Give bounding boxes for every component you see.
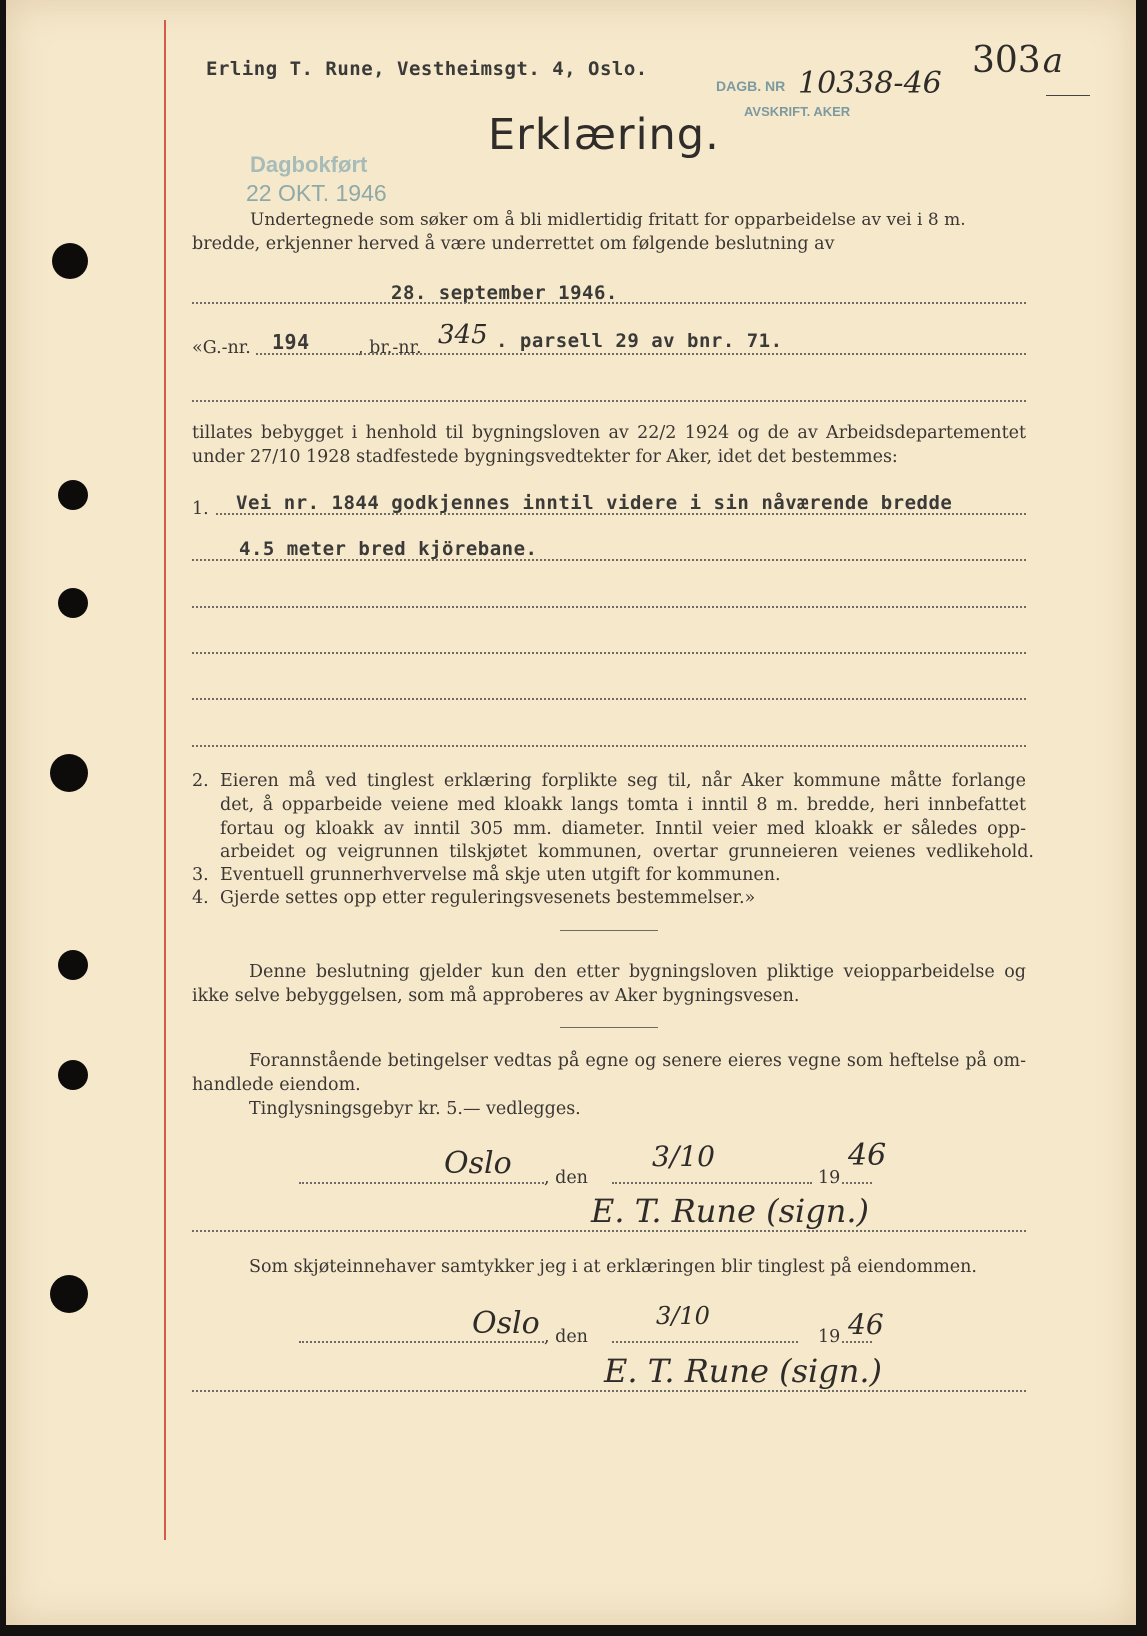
dotted-line <box>192 400 1026 402</box>
condition-4-number: 4. <box>192 888 209 908</box>
separator-rule <box>560 930 658 931</box>
note-1-line-1: Denne beslutning gjelder kun den etter bygningsloven pliktige veiopparbeidelse og <box>249 962 1026 982</box>
note-2-line-1: Forannstående betingelser vedtas på egne og senere eieres vegne som heftelse på om- <box>249 1051 1026 1071</box>
punch-hole <box>58 480 88 510</box>
condition-2-line-3: fortau og kloakk av inntil 305 mm. diameter. Inntil veier med kloakk er således opp- <box>220 819 1026 839</box>
parsell-text: . parsell 29 av bnr. 71. <box>496 330 783 352</box>
dotted-line <box>192 652 1026 654</box>
signature-2-year-prefix: 19 <box>818 1327 841 1347</box>
dotted-line <box>612 1341 798 1343</box>
margin-line <box>164 20 166 1540</box>
signature-2-date: 3/10 <box>656 1302 710 1330</box>
dagbokfort-stamp-label: Dagbokført <box>250 152 368 177</box>
note-2-line-2: handlede eiendom. <box>192 1075 361 1095</box>
dotted-line <box>192 302 1026 304</box>
punch-hole <box>50 1275 88 1313</box>
decision-date: 28. september 1946. <box>391 282 618 304</box>
consent-text: Som skjøteinnehaver samtykker jeg i at erklæringen blir tinglest på eiendommen. <box>249 1257 977 1277</box>
signature-1-date: 3/10 <box>652 1140 715 1173</box>
dotted-line <box>612 1182 812 1184</box>
dotted-line <box>216 513 1026 515</box>
punch-hole <box>52 243 88 279</box>
punch-hole <box>58 588 88 618</box>
condition-2-line-4: arbeidet og veigrunnen tilskjøtet kommunen, overtar grunneieren veienes vedlikehold. <box>220 842 1034 862</box>
page-number-suffix: a <box>1042 41 1063 81</box>
dotted-line <box>192 698 1026 700</box>
punch-hole <box>58 950 88 980</box>
dotted-line <box>192 559 1026 561</box>
dotted-line <box>192 1230 1026 1232</box>
page-number-value: 303 <box>972 40 1041 81</box>
permission-line-2: under 27/10 1928 stadfestede bygningsvedtekter for Aker, idet det bestemmes: <box>192 447 898 467</box>
dagb-label: DAGB. NR <box>716 78 786 94</box>
dotted-line <box>192 1390 1026 1392</box>
signature-1: E. T. Rune (sign.) <box>591 1192 869 1230</box>
signature-1-place: Oslo <box>444 1146 512 1181</box>
signature-2: E. T. Rune (sign.) <box>604 1352 882 1390</box>
signature-1-den: , den <box>544 1168 588 1188</box>
page-number-underline <box>1046 95 1090 96</box>
signature-2-place: Oslo <box>472 1306 540 1341</box>
note-1-line-2: ikke selve bebyggelsen, som må approberes av Aker bygningsvesen. <box>192 986 800 1006</box>
intro-line-2: bredde, erkjenner herved å være underrettet om følgende beslutning av <box>192 234 835 254</box>
dagbokfort-stamp-date: 22 OKT. 1946 <box>246 180 387 206</box>
item-1-line-2: 4.5 meter bred kjörebane. <box>239 538 538 560</box>
brnr-value: 345 <box>438 320 488 350</box>
gnr-label: «G.-nr. <box>192 338 251 358</box>
condition-2-line-2: det, å opparbeide veiene med kloakk langs tomta i inntil 8 m. bredde, heri innbefattet <box>220 795 1026 815</box>
dotted-line <box>192 745 1026 747</box>
page-number <box>972 40 1063 81</box>
permission-line-1: tillates bebygget i henhold til bygningsloven av 22/2 1924 og de av Arbeidsdepartementet <box>192 423 1026 443</box>
gnr-value: 194 <box>272 330 310 354</box>
signature-1-year-prefix: 19 <box>818 1168 841 1188</box>
dotted-line <box>842 1341 872 1343</box>
signature-2-den: , den <box>544 1327 588 1347</box>
dotted-line <box>256 353 1026 355</box>
condition-4-line-1: Gjerde settes opp etter reguleringsvesenets bestemmelser.» <box>220 888 756 908</box>
signature-1-year-suffix: 46 <box>848 1138 887 1173</box>
condition-3-line-1: Eventuell grunnerhvervelse må skje uten utgift for kommunen. <box>220 865 781 885</box>
note-2-line-3: Tinglysningsgebyr kr. 5.— vedlegges. <box>249 1099 581 1119</box>
dotted-line <box>192 606 1026 608</box>
punch-hole <box>50 754 88 792</box>
brnr-label: , br.-nr. <box>358 338 422 358</box>
condition-3-number: 3. <box>192 865 209 885</box>
dotted-line <box>299 1341 544 1343</box>
item-1-number: 1. <box>192 499 209 519</box>
condition-2-line-1: Eieren må ved tinglest erklæring forplikte seg til, når Aker kommune måtte forlange <box>220 771 1026 791</box>
condition-2-number: 2. <box>192 771 209 791</box>
punch-hole <box>58 1060 88 1090</box>
dagb-number: 10338-46 <box>798 66 942 101</box>
dotted-line <box>299 1182 544 1184</box>
signature-2-year-suffix: 46 <box>848 1308 884 1341</box>
avskrift-stamp: AVSKRIFT. AKER <box>744 104 851 119</box>
dotted-line <box>842 1182 872 1184</box>
document-title: Erklæring. <box>488 110 720 160</box>
document-page <box>6 0 1136 1625</box>
item-1-line-1: Vei nr. 1844 godkjennes inntil videre i sin nåværende bredde <box>236 492 953 514</box>
separator-rule <box>560 1027 658 1028</box>
sender-line: Erling T. Rune, Vestheimsgt. 4, Oslo. <box>206 58 648 80</box>
intro-line-1: Undertegnede som søker om å bli midlertidig fritatt for opparbeidelse av vei i 8 m. <box>250 210 966 230</box>
